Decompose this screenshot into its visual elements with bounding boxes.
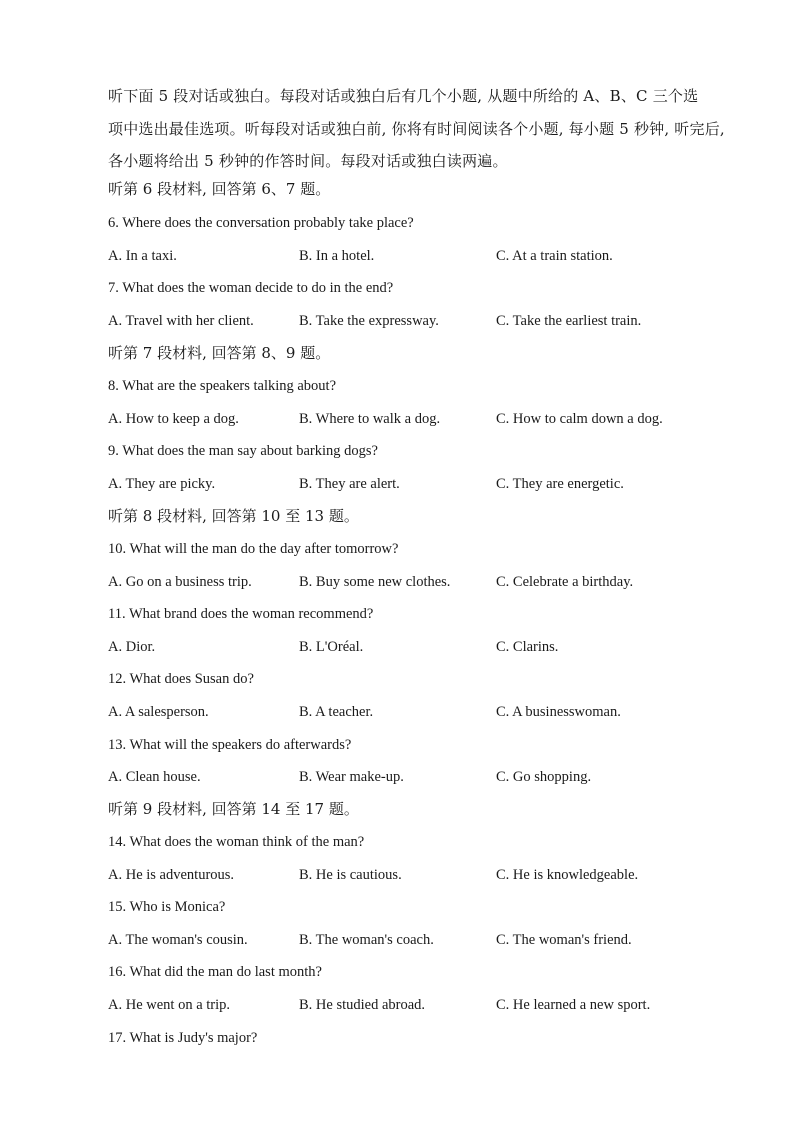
question-11: 11. What brand does the woman recommend? <box>108 606 374 622</box>
question-15-option-c: C. The woman's friend. <box>496 932 632 948</box>
question-9-option-a: A. They are picky. <box>108 476 216 492</box>
section-heading-8: 听第 8 段材料, 回答第 10 至 13 题。 <box>108 507 359 525</box>
question-14-option-c: C. He is knowledgeable. <box>496 867 639 883</box>
question-8-option-a: A. How to keep a dog. <box>108 411 239 427</box>
section-heading-6: 听第 6 段材料, 回答第 6、7 题。 <box>108 180 331 198</box>
question-9-option-b: B. They are alert. <box>299 476 400 492</box>
question-16-option-a: A. He went on a trip. <box>108 997 231 1013</box>
question-10: 10. What will the man do the day after tomorrow? <box>108 541 399 557</box>
question-15-option-a: A. The woman's cousin. <box>108 932 248 948</box>
question-10-option-b: B. Buy some new clothes. <box>299 574 451 590</box>
question-6-option-a: A. In a taxi. <box>108 248 177 264</box>
question-13: 13. What will the speakers do afterwards? <box>108 737 352 753</box>
question-8: 8. What are the speakers talking about? <box>108 378 337 394</box>
question-11-option-a: A. Dior. <box>108 639 156 655</box>
question-7-option-c: C. Take the earliest train. <box>496 313 642 329</box>
question-10-option-a: A. Go on a business trip. <box>108 574 252 590</box>
question-12: 12. What does Susan do? <box>108 671 254 687</box>
question-14: 14. What does the woman think of the man? <box>108 834 365 850</box>
question-16-option-c: C. He learned a new sport. <box>496 997 651 1013</box>
question-11-option-c: C. Clarins. <box>496 639 559 655</box>
question-9-option-c: C. They are energetic. <box>496 476 624 492</box>
instructions-paragraph <box>108 80 725 178</box>
question-14-option-b: B. He is cautious. <box>299 867 402 883</box>
question-8-option-c: C. How to calm down a dog. <box>496 411 663 427</box>
question-15-option-b: B. The woman's coach. <box>299 932 434 948</box>
question-12-option-c: C. A businesswoman. <box>496 704 621 720</box>
question-7-option-a: A. Travel with her client. <box>108 313 254 329</box>
question-12-option-b: B. A teacher. <box>299 704 374 720</box>
question-17: 17. What is Judy's major? <box>108 1030 258 1046</box>
question-6: 6. Where does the conversation probably take place? <box>108 215 414 231</box>
question-7-option-b: B. Take the expressway. <box>299 313 439 329</box>
question-16: 16. What did the man do last month? <box>108 964 322 980</box>
question-6-option-c: C. At a train station. <box>496 248 613 264</box>
question-11-option-b: B. L'Oréal. <box>299 639 364 655</box>
section-heading-7: 听第 7 段材料, 回答第 8、9 题。 <box>108 344 331 362</box>
question-14-option-a: A. He is adventurous. <box>108 867 235 883</box>
question-13-option-b: B. Wear make-up. <box>299 769 404 785</box>
question-9: 9. What does the man say about barking dogs? <box>108 443 378 459</box>
question-13-option-c: C. Go shopping. <box>496 769 592 785</box>
question-12-option-a: A. A salesperson. <box>108 704 209 720</box>
section-heading-9: 听第 9 段材料, 回答第 14 至 17 题。 <box>108 800 359 818</box>
instructions-line-2: 项中选出最佳选项。听每段对话或独白前, 你将有时间阅读各个小题, 每小题 5 秒钟, 听完后, <box>108 119 725 138</box>
question-15: 15. Who is Monica? <box>108 899 226 915</box>
instructions-line-3: 各小题将给出 5 秒钟的作答时间。每段对话或独白读两遍。 <box>108 152 508 170</box>
question-10-option-c: C. Celebrate a birthday. <box>496 574 634 590</box>
question-6-option-b: B. In a hotel. <box>299 248 375 264</box>
question-13-option-a: A. Clean house. <box>108 769 201 785</box>
question-8-option-b: B. Where to walk a dog. <box>299 411 441 427</box>
question-7: 7. What does the woman decide to do in the end? <box>108 280 394 296</box>
instructions-line-1: 听下面 5 段对话或独白。每段对话或独白后有几个小题, 从题中所给的 A、B、C 三个选 <box>108 87 699 105</box>
question-16-option-b: B. He studied abroad. <box>299 997 426 1013</box>
